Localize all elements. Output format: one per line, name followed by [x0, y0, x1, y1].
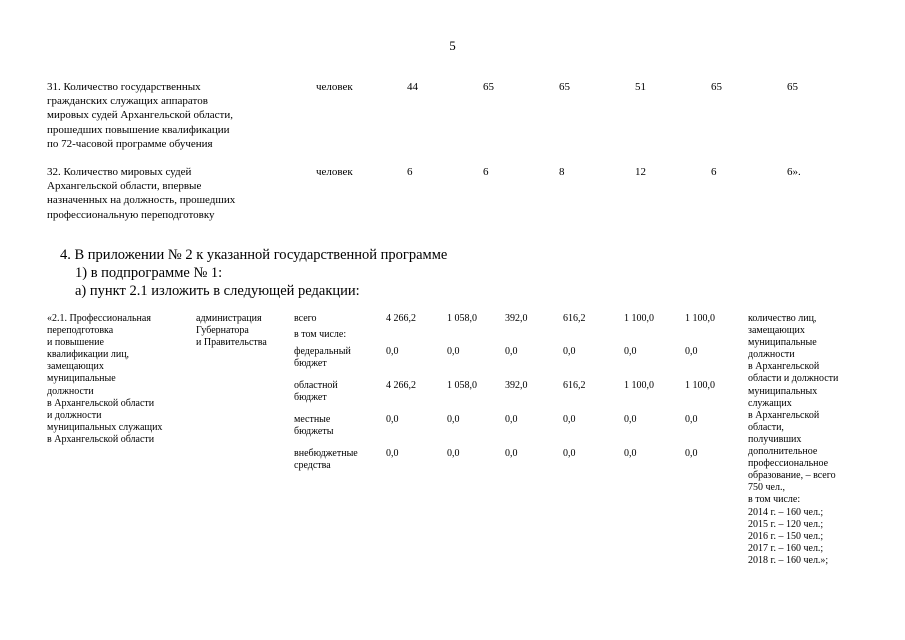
- page-number: 5: [449, 38, 456, 53]
- funding-value: 0,0: [386, 346, 399, 357]
- funding-source-label: федеральный бюджет: [294, 346, 351, 370]
- funding-value: 0,0: [624, 414, 637, 425]
- funding-source-label: областной бюджет: [294, 380, 338, 404]
- indicator-value: 65: [787, 81, 798, 93]
- activity-name: «2.1. Профессиональная переподготовка и повышение квалификации лиц, замещающих муниципальные должности в Архангельской области и должности муниципальных служащих в Архангельской области: [47, 313, 163, 445]
- funding-value: 0,0: [447, 414, 460, 425]
- activity-executor: администрация Губернатора и Правительства: [196, 313, 267, 349]
- funding-value: 0,0: [624, 346, 637, 357]
- funding-value: 392,0: [505, 380, 528, 391]
- funding-source-label: местные бюджеты: [294, 414, 334, 438]
- funding-value: 1 100,0: [624, 380, 654, 391]
- funding-value: 4 266,2: [386, 380, 416, 391]
- funding-value: 0,0: [685, 414, 698, 425]
- funding-value: 0,0: [685, 448, 698, 459]
- funding-source-label: всего: [294, 313, 317, 324]
- indicator-name: 31. Количество государственных гражданских служащих аппаратов мировых судей Архангельской области, прошедших повышение квалификации по 72-часовой программе обучения: [47, 81, 233, 150]
- funding-value: 0,0: [447, 448, 460, 459]
- funding-value: 616,2: [563, 380, 586, 391]
- funding-value: 0,0: [386, 448, 399, 459]
- indicator-value: 6: [711, 166, 717, 178]
- funding-value: 0,0: [685, 346, 698, 357]
- funding-value: 1 058,0: [447, 313, 477, 324]
- funding-value: 0,0: [563, 448, 576, 459]
- indicator-value: 65: [711, 81, 722, 93]
- funding-value: 0,0: [563, 414, 576, 425]
- indicator-value: 6».: [787, 166, 801, 178]
- funding-value: 0,0: [624, 448, 637, 459]
- funding-value: 0,0: [505, 414, 518, 425]
- funding-value: 0,0: [447, 346, 460, 357]
- funding-value: 1 100,0: [624, 313, 654, 324]
- indicator-value: 44: [407, 81, 418, 93]
- indicator-name: 32. Количество мировых судей Архангельской области, впервые назначенных на должность, прошедших профессиональную переподготовку: [47, 166, 236, 221]
- funding-source-label: в том числе:: [294, 329, 347, 340]
- indicator-value: 65: [483, 81, 494, 93]
- indicator-value: 6: [483, 166, 489, 178]
- indicator-unit: человек: [316, 81, 353, 93]
- funding-value: 1 058,0: [447, 380, 477, 391]
- funding-value: 616,2: [563, 313, 586, 324]
- indicator-value: 65: [559, 81, 570, 93]
- activity-result: количество лиц, замещающих муниципальные должности в Архангельской области и должности муниципальных служащих в Архангельской области, получивших дополнительное профессиональное образование, – всего 750 чел., в том числе: 2014 г. – 160 чел.; 2015 г. – 120 чел.; 2016 г. – 150 чел.; 2017 г. – 160 чел.; 2018 г. – 160 чел.»;: [748, 313, 839, 566]
- indicator-unit: человек: [316, 166, 353, 178]
- funding-value: 392,0: [505, 313, 528, 324]
- funding-value: 0,0: [386, 414, 399, 425]
- funding-value: 4 266,2: [386, 313, 416, 324]
- indicator-row: [47, 165, 287, 222]
- paragraph-item: а) пункт 2.1 изложить в следующей редакции:: [75, 283, 360, 299]
- indicator-value: 6: [407, 166, 413, 178]
- indicator-value: 8: [559, 166, 565, 178]
- paragraph-heading: 4. В приложении № 2 к указанной государственной программе: [60, 247, 448, 263]
- funding-value: 0,0: [563, 346, 576, 357]
- funding-value: 0,0: [505, 346, 518, 357]
- indicator-value: 12: [635, 166, 646, 178]
- paragraph-subprogram: 1) в подпрограмме № 1:: [75, 265, 223, 281]
- indicator-row: [47, 80, 287, 151]
- indicator-value: 51: [635, 81, 646, 93]
- funding-value: 1 100,0: [685, 313, 715, 324]
- funding-value: 0,0: [505, 448, 518, 459]
- funding-value: 1 100,0: [685, 380, 715, 391]
- funding-source-label: внебюджетные средства: [294, 448, 358, 472]
